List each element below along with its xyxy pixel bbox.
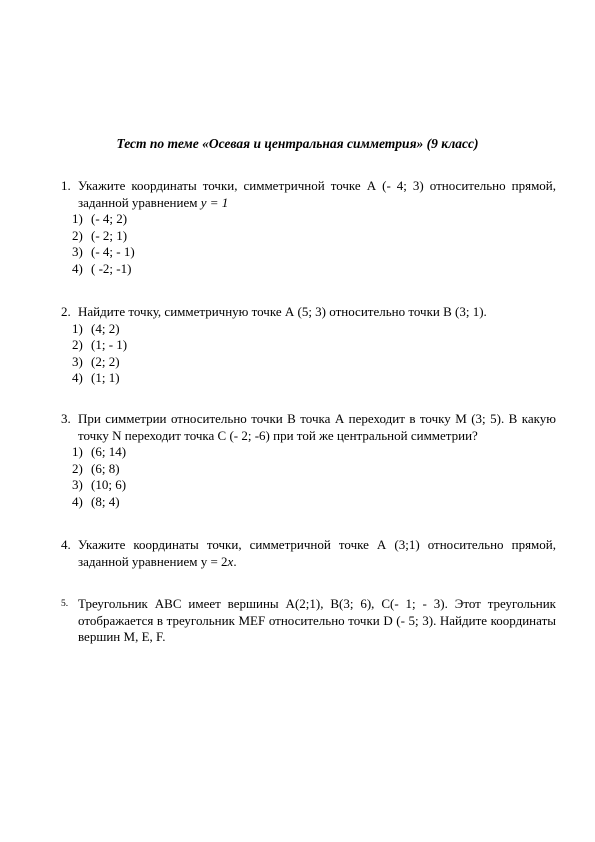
answer-option	[61, 354, 556, 371]
answer-value: (10; 6)	[91, 477, 127, 492]
answer-option	[61, 244, 556, 261]
answer-option	[61, 461, 556, 478]
question-1	[61, 178, 556, 277]
answer-option	[61, 494, 556, 511]
answer-option	[61, 337, 556, 354]
question-text-italic: y = 1	[200, 194, 229, 210]
answer-option	[61, 261, 556, 278]
answer-option	[61, 211, 556, 228]
answer-number: 3)	[72, 353, 83, 369]
answer-value: (1; - 1)	[91, 337, 128, 352]
answer-list	[61, 211, 556, 277]
answer-number: 2)	[72, 460, 83, 476]
question-text: При симметрии относительно точки В точка А переходит в точку М (3; 5). В какую точку N переходит точка С (- 2; -6) при той же центральной симметрии?	[78, 411, 556, 443]
question-text-main: Укажите координаты точки, симметричной точке А (3;1) относительно прямой, заданной уравнением y = 2	[78, 537, 556, 569]
answer-list	[61, 321, 556, 387]
answer-number: 1)	[72, 320, 83, 336]
page-title: Тест по теме «Осевая и центральная симметрия» (9 класс)	[116, 136, 479, 151]
question-number: 2.	[61, 304, 71, 319]
answer-value: (6; 14)	[91, 444, 127, 459]
answer-option	[61, 444, 556, 461]
question-text	[78, 537, 556, 570]
question-text: Найдите точку, симметричную точке А (5; 3) относительно точки В (3; 1).	[78, 304, 487, 319]
question-number: 1.	[61, 178, 71, 193]
question-2	[61, 304, 556, 387]
answer-value: (- 4; 2)	[91, 211, 128, 226]
question-3	[61, 411, 556, 510]
answer-list	[61, 444, 556, 510]
question-text	[78, 178, 556, 211]
question-number: 3.	[61, 411, 71, 426]
answer-number: 3)	[72, 477, 83, 492]
answer-value: (2; 2)	[91, 353, 120, 369]
answer-value: (4; 2)	[91, 320, 120, 336]
answer-option	[61, 321, 556, 338]
answer-number: 4)	[72, 260, 83, 276]
answer-option	[61, 477, 556, 494]
answer-value: (1; 1)	[91, 370, 120, 385]
answer-value: (- 2; 1)	[91, 227, 128, 243]
question-number: 5.	[61, 599, 69, 609]
answer-option	[61, 370, 556, 387]
answer-value: (6; 8)	[91, 460, 120, 476]
answer-number: 1)	[72, 211, 83, 226]
answer-value: (8; 4)	[91, 493, 120, 509]
answer-number: 1)	[72, 444, 83, 459]
answer-number: 2)	[72, 337, 83, 352]
answer-value: (- 4; - 1)	[91, 244, 135, 259]
answer-value: ( -2; -1)	[91, 260, 132, 276]
answer-number: 3)	[72, 244, 83, 259]
question-text-after: .	[233, 553, 237, 569]
answer-number: 2)	[72, 227, 83, 243]
question-text: Треугольник АВС имеет вершины А(2;1), В(3; 6), С(- 1; - 3). Этот треугольник отображается в треугольник MEF относительно точки D (- 5; 3). Найдите координаты вершин M, E, F.	[78, 596, 556, 644]
question-text-italic: x	[227, 553, 234, 569]
answer-number: 4)	[72, 493, 83, 509]
answer-number: 4)	[72, 370, 83, 385]
answer-option	[61, 228, 556, 245]
question-5	[61, 596, 556, 646]
question-4	[61, 537, 556, 570]
question-number: 4.	[61, 537, 71, 552]
question-text-main: Укажите координаты точки, симметричной точке А (- 4; 3) относительно прямой, заданной уравнением	[78, 178, 556, 210]
